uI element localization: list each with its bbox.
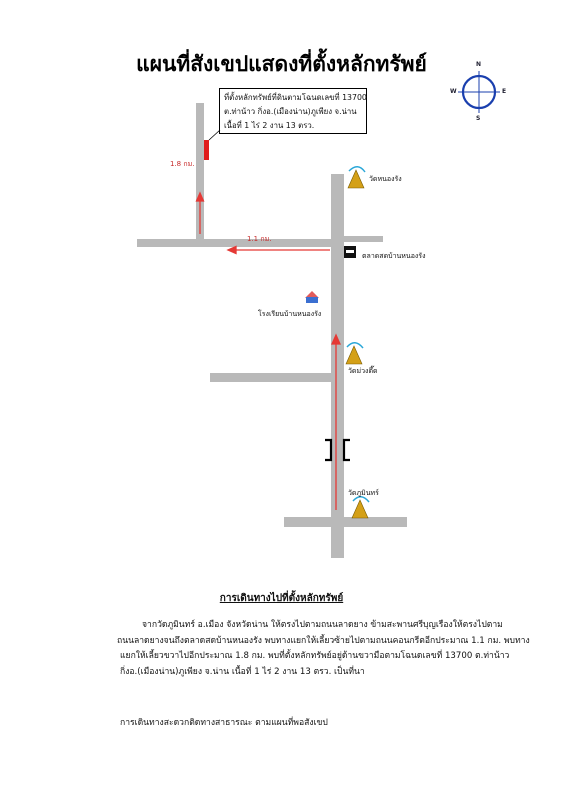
- compass-east-label: E: [502, 88, 507, 95]
- directions-line-3: แยกให้เลี้ยวขวาไปอีกประมาณ 1.8 กม. พบที่ตั้งหลักทรัพย์อยู่ด้านขวามือตามโฉนดเลขที่ 13700 ต.ท่าน้าว: [120, 651, 510, 661]
- directions-heading: การเดินทางไปที่ตั้งหลักทรัพย์: [219, 593, 344, 604]
- main-road: [331, 174, 344, 558]
- school-icon: [305, 291, 319, 303]
- property-line-1: ที่ตั้งหลักทรัพย์ที่ดินตามโฉนดเลขที่ 13700: [224, 93, 367, 102]
- compass-west-label: W: [450, 88, 457, 95]
- muangtuet-road: [210, 373, 336, 382]
- property-line-2: ต.ท่าน้าว กิ่งอ.(เมืองน่าน)ภูเพียง จ.น่าน: [224, 107, 357, 116]
- property-marker: [204, 140, 209, 160]
- page-title: แผนที่สังเขปแสดงที่ตั้งหลักทรัพย์: [136, 52, 427, 76]
- property-line-3: เนื้อที่ 1 ไร่ 2 งาน 13 ตรว.: [224, 121, 315, 130]
- temple-icon: [348, 167, 365, 188]
- west-road: [137, 239, 337, 247]
- directions-line-2: ถนนลาดยางจนถึงตลาดสดบ้านหนองรัง พบทางแยกให้เลี้ยวซ้ายไปตามถนนคอนกรีตอีกประมาณ 1.1 กม. พบทาง: [117, 635, 530, 646]
- directions-paragraph: [117, 618, 540, 680]
- directions-line-1: จากวัดภูมินทร์ อ.เมือง จังหวัดน่าน ให้ตรงไปตามถนนลาดยาง ข้ามสะพานศรีบุญเรืองให้ตรงไปตาม: [142, 620, 503, 630]
- compass-north-label: N: [476, 61, 482, 68]
- distance-north-label: 1.8 กม.: [170, 160, 195, 168]
- temple-phuminthr-label: วัดภูมินทร์: [348, 489, 379, 497]
- route-arrow-west: [228, 247, 236, 254]
- compass-icon: [458, 71, 500, 113]
- market-icon: [344, 246, 356, 258]
- compass-south-label: S: [476, 115, 481, 122]
- directions-line-4: กิ่งอ.(เมืองน่าน)ภูเพียง จ.น่าน เนื้อที่ 1 ไร่ 2 งาน 13 ตรว. เป็นที่นา: [120, 666, 365, 677]
- phuminthr-road: [284, 517, 407, 527]
- temple-muangtuet-label: วัดม่วงตึ๊ด: [348, 367, 378, 375]
- distance-west-label: 1.1 กม.: [247, 235, 272, 243]
- temple-nongrang-label: วัดหนองรัง: [369, 175, 402, 183]
- market-label: ตลาดสดบ้านหนองรัง: [362, 252, 426, 260]
- temple-icon: [352, 497, 369, 518]
- directions-note: การเดินทางสะดวกติดทางสาธารณะ ตามแผนที่พอสังเขป: [120, 718, 328, 728]
- temple-icon: [346, 343, 363, 364]
- property-info-box: [219, 88, 367, 134]
- market-road: [343, 236, 383, 242]
- school-label: โรงเรียนบ้านหนองรัง: [258, 310, 322, 318]
